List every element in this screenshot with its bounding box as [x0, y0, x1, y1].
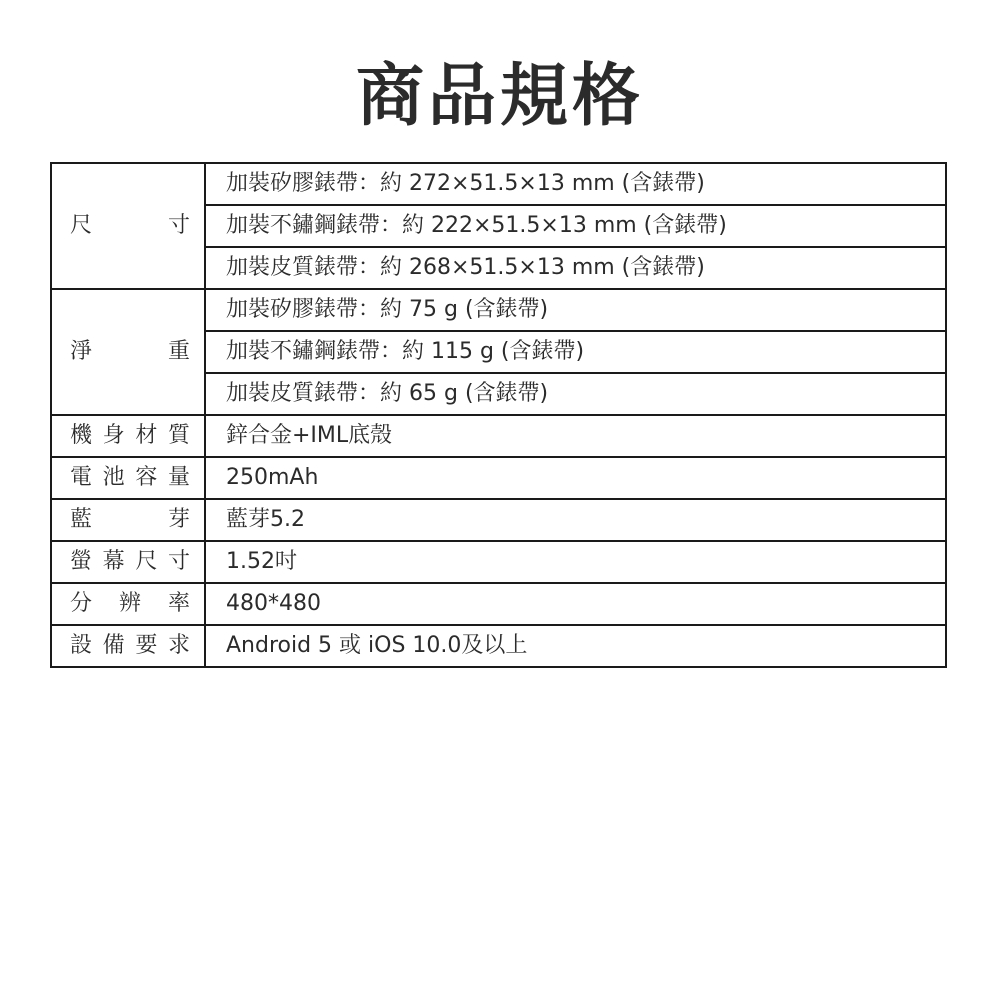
table-row-weight: [51, 289, 946, 331]
label-char: 淨: [70, 339, 93, 364]
table-row-size: [51, 163, 946, 205]
table-row-screen: [51, 541, 946, 583]
value-screen: 1.52吋: [205, 541, 946, 583]
label-char: 芽: [167, 507, 190, 532]
label-char: 寸: [167, 213, 190, 238]
value-material: 鋅合金+IML底殼: [205, 415, 946, 457]
value-battery: 250mAh: [205, 457, 946, 499]
label-char: 尺: [135, 549, 158, 574]
value-weight-steel: 加裝不鏽鋼錶帶：約 115 g (含錶帶): [205, 331, 946, 373]
label-battery: [51, 457, 205, 499]
value-size-leather: 加裝皮質錶帶：約 268×51.5×13 mm (含錶帶): [205, 247, 946, 289]
label-weight: [51, 289, 205, 415]
label-char: 幕: [102, 549, 125, 574]
label-resolution: [51, 583, 205, 625]
label-char: 辨: [118, 591, 141, 616]
value-size-silicone: 加裝矽膠錶帶：約 272×51.5×13 mm (含錶帶): [205, 163, 946, 205]
table-row-bluetooth: [51, 499, 946, 541]
label-bluetooth: [51, 499, 205, 541]
value-weight-leather: 加裝皮質錶帶：約 65 g (含錶帶): [205, 373, 946, 415]
value-weight-silicone: 加裝矽膠錶帶：約 75 g (含錶帶): [205, 289, 946, 331]
value-bluetooth: 藍芽5.2: [205, 499, 946, 541]
table-row-resolution: [51, 583, 946, 625]
label-material: [51, 415, 205, 457]
label-char: 要: [135, 633, 158, 658]
label-char: 寸: [167, 549, 190, 574]
label-char: 容: [135, 465, 158, 490]
label-char: 量: [167, 465, 190, 490]
label-requirements: [51, 625, 205, 667]
value-resolution: 480*480: [205, 583, 946, 625]
label-char: 分: [70, 591, 93, 616]
label-char: 材: [135, 423, 158, 448]
table-row-battery: [51, 457, 946, 499]
spec-table: [50, 162, 947, 668]
label-char: 質: [167, 423, 190, 448]
label-screen: [51, 541, 205, 583]
label-char: 尺: [70, 213, 93, 238]
label-char: 率: [167, 591, 190, 616]
label-char: 藍: [70, 507, 93, 532]
label-char: 電: [70, 465, 93, 490]
label-char: 備: [102, 633, 125, 658]
page-title: 商品規格: [355, 57, 644, 136]
table-row-material: [51, 415, 946, 457]
label-char: 身: [102, 423, 125, 448]
label-char: 螢: [70, 549, 93, 574]
table-row-requirements: [51, 625, 946, 667]
value-requirements: Android 5 或 iOS 10.0及以上: [205, 625, 946, 667]
label-char: 求: [167, 633, 190, 658]
label-char: 設: [70, 633, 93, 658]
label-char: 機: [70, 423, 93, 448]
label-char: 池: [102, 465, 125, 490]
value-size-steel: 加裝不鏽鋼錶帶：約 222×51.5×13 mm (含錶帶): [205, 205, 946, 247]
label-char: 重: [167, 339, 190, 364]
label-size: [51, 163, 205, 289]
